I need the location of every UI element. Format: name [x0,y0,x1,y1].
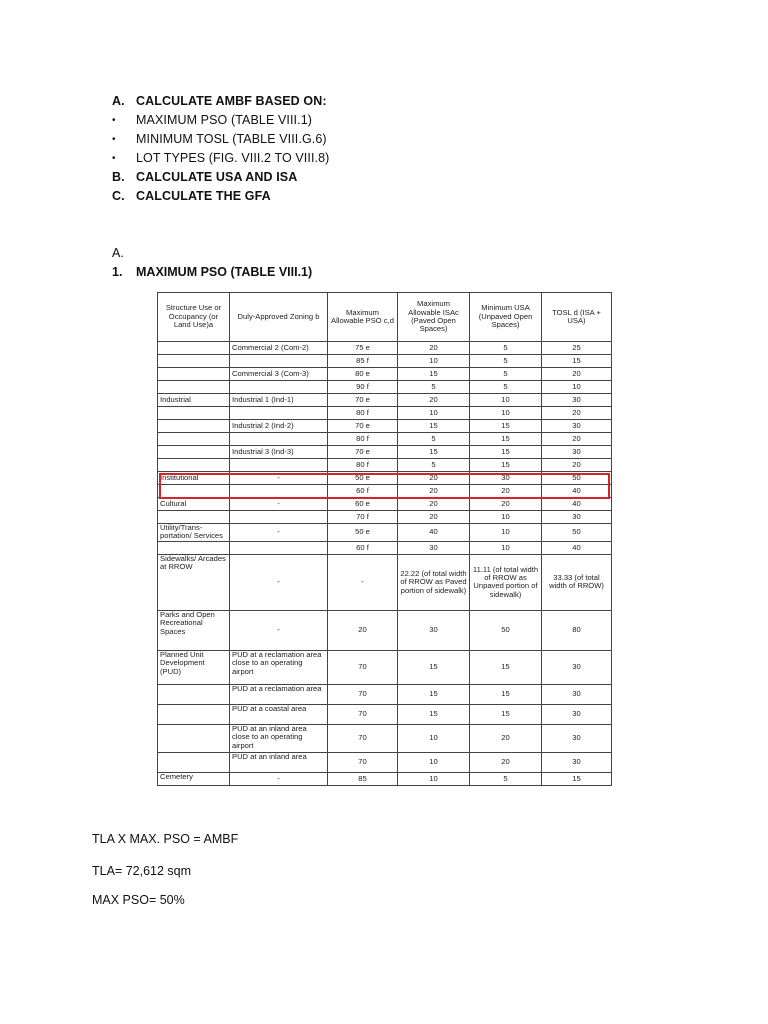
table-cell: 15 [470,459,542,472]
table-cell: 70 f [328,511,398,524]
table-cell: 50 [542,524,612,542]
table-cell [158,541,230,554]
table-cell: 5 [470,355,542,368]
table-cell: Utility/Trans-portation/ Services [158,524,230,542]
table-cell: 60 f [328,485,398,498]
table-cell: Industrial 3 (Ind-3) [230,446,328,459]
table-cell: PUD at an inland area close to an operating airport [230,724,328,752]
table-cell: 15 [398,368,470,381]
table-cell: 30 [470,472,542,485]
table-cell: 70 e [328,420,398,433]
header-max-pso: Maximum Allowable PSO c,d [328,293,398,342]
table-cell: 70 [328,724,398,752]
header-structure-use: Structure Use or Occupancy (or Land Use)a [158,293,230,342]
table-row [158,368,612,381]
table-cell: 5 [470,772,542,785]
table-row [158,459,612,472]
table-cell: 20 [470,498,542,511]
table-cell [158,368,230,381]
outline-text: CALCULATE USA AND ISA [136,170,298,184]
outline-item-a [112,92,329,111]
table-cell [230,459,328,472]
table-cell: 10 [398,724,470,752]
header-max-isa: Maximum Allowable ISAc (Paved Open Spaces) [398,293,470,342]
table-row-pud [158,684,612,704]
table-cell: 30 [542,446,612,459]
table-cell: 10 [398,407,470,420]
table-cell [158,485,230,498]
table-cell: 5 [470,342,542,355]
table-cell: 15 [470,433,542,446]
bullet-icon: • [112,153,116,164]
table-cell: 15 [470,704,542,724]
table-row [158,524,612,542]
table-cell [158,342,230,355]
calc-tla: TLA= 72,612 sqm [92,864,192,878]
table-cell: - [230,610,328,650]
table-cell [158,420,230,433]
outline-bullet-pso [112,111,329,130]
outline-text: CALCULATE AMBF BASED ON: [136,94,327,108]
section-heading-a: A. [112,246,124,260]
table-cell: 20 [542,459,612,472]
outline-marker: C. [112,189,125,203]
table-row [158,541,612,554]
table-cell: PUD at a coastal area [230,704,328,724]
outline-marker: B. [112,170,125,184]
table-body [158,342,612,555]
table-cell [158,381,230,394]
table-cell: 10 [398,752,470,772]
table-cell: 30 [398,610,470,650]
table-cell: 60 f [328,541,398,554]
table-cell: - [230,554,328,610]
table-cell: 5 [470,381,542,394]
table-cell: Planned Unit Development (PUD) [158,650,230,684]
table-cell: 30 [542,511,612,524]
table-row-pud [158,650,612,684]
table-cell: 20 [470,752,542,772]
table-cell: 10 [542,381,612,394]
table-row-pud [158,752,612,772]
table-cell: 20 [470,724,542,752]
table-cell [158,704,230,724]
table-cell: 70 e [328,394,398,407]
table-row-parks [158,610,612,650]
table-cell: Industrial 1 (Ind-1) [230,394,328,407]
table-row [158,498,612,511]
table-cell: 30 [542,704,612,724]
table-cell [230,541,328,554]
table-cell: 50 [542,472,612,485]
table-cell: 40 [542,485,612,498]
table-cell: 15 [398,446,470,459]
table-cell: 30 [542,420,612,433]
calc-formula: TLA X MAX. PSO = AMBF [92,832,239,846]
table-cell: 15 [542,772,612,785]
table-cell: Sidewalks/ Arcades at RROW [158,554,230,610]
calc-max-pso: MAX PSO= 50% [92,893,185,907]
table-cell: 20 [542,368,612,381]
table-cell [230,355,328,368]
table-cell: 15 [470,420,542,433]
table-cell: Commercial 3 (Com-3) [230,368,328,381]
table-cell: 5 [398,381,470,394]
table-cell: 40 [398,524,470,542]
table-cell: 20 [398,485,470,498]
table-cell [158,511,230,524]
table-cell [158,433,230,446]
header-min-usa: Minimum USA (Unpaved Open Spaces) [470,293,542,342]
table-cell: 15 [470,684,542,704]
table-cell: 70 [328,650,398,684]
table-cell: PUD at a reclamation area [230,684,328,704]
table-cell: 15 [398,704,470,724]
outline-marker: A. [112,94,125,108]
table-row-sidewalks [158,554,612,610]
outline-text: MINIMUM TOSL (TABLE VIII.G.6) [136,132,327,146]
table-cell: 15 [398,650,470,684]
table-cell: 20 [398,498,470,511]
table-cell: 80 f [328,433,398,446]
table-cell: 30 [542,650,612,684]
table-row [158,394,612,407]
outline-text: CALCULATE THE GFA [136,189,271,203]
table-cell: - [328,554,398,610]
bullet-icon: • [112,134,116,145]
table-cell: - [230,772,328,785]
table-cell: 50 e [328,524,398,542]
table-cell: 20 [398,511,470,524]
table-cell [230,485,328,498]
table-cell: 15 [398,420,470,433]
table-cell [230,511,328,524]
table-row [158,446,612,459]
table-cell: PUD at an inland area [230,752,328,772]
outline-bullet-tosl [112,130,329,149]
header-tosl: TOSL d (ISA + USA) [542,293,612,342]
table-row-pud [158,724,612,752]
table-cell: 20 [542,407,612,420]
table-cell: 15 [398,684,470,704]
table-cell: 75 e [328,342,398,355]
table-cell: 40 [542,541,612,554]
table-cell: 5 [398,459,470,472]
table-cell: 80 f [328,407,398,420]
table-cell [158,459,230,472]
table-cell: 15 [470,650,542,684]
table-row-pud [158,704,612,724]
table-cell: 10 [398,772,470,785]
table-cell [158,724,230,752]
table-cell [158,407,230,420]
table-cell: 22.22 (of total width of RROW as Paved portion of sidewalk) [398,554,470,610]
table-cell: 85 f [328,355,398,368]
table-cell: 10 [470,524,542,542]
table-cell: 20 [328,610,398,650]
table-cell: 70 [328,684,398,704]
table-cell: 5 [398,433,470,446]
outline-item-c [112,187,329,206]
table-cell: Cultural [158,498,230,511]
bullet-icon: • [112,115,116,126]
table-cell: 20 [470,485,542,498]
section-title: MAXIMUM PSO (TABLE VIII.1) [136,265,313,279]
table-cell: 5 [470,368,542,381]
table-cell [158,446,230,459]
table-header-row [158,293,612,342]
table-cell: 10 [470,511,542,524]
table-cell: 10 [470,394,542,407]
table-row [158,407,612,420]
outline-text: MAXIMUM PSO (TABLE VIII.1) [136,113,313,127]
table-row [158,381,612,394]
table-cell: 50 [470,610,542,650]
table-cell [230,407,328,420]
table-cell: 85 [328,772,398,785]
table-cell: 11.11 (of total width of RROW as Unpaved portion of sidewalk) [470,554,542,610]
table-cell: PUD at a reclamation area close to an operating airport [230,650,328,684]
pso-table [157,292,612,786]
table-cell: Industrial [158,394,230,407]
table-cell [158,752,230,772]
table-cell: 80 f [328,459,398,472]
table-cell: 20 [398,342,470,355]
table-cell: 30 [542,724,612,752]
table-cell [230,433,328,446]
table-row [158,472,612,485]
table-cell: 70 e [328,446,398,459]
table-cell: Industrial 2 (Ind-2) [230,420,328,433]
table-cell: 20 [398,472,470,485]
table-cell [158,684,230,704]
table-row [158,485,612,498]
table-cell: Cemetery [158,772,230,785]
table-cell: 60 e [328,498,398,511]
table-cell: 50 e [328,472,398,485]
table-cell: 30 [542,752,612,772]
table-cell: 80 [542,610,612,650]
table-row [158,433,612,446]
table-cell: 70 [328,704,398,724]
table-cell: 30 [398,541,470,554]
table-cell [230,381,328,394]
table-cell: Institutional [158,472,230,485]
table-cell: 80 e [328,368,398,381]
table-cell: 10 [470,407,542,420]
table-cell: - [230,524,328,542]
table-cell: 15 [542,355,612,368]
section-marker: 1. [112,265,123,279]
outline-item-b [112,168,329,187]
table-row [158,355,612,368]
table-cell: 30 [542,684,612,704]
outline-bullet-lot-types [112,149,329,168]
table-cell: 33.33 (of total width of RROW) [542,554,612,610]
table-cell: 30 [542,394,612,407]
table-cell: 20 [542,433,612,446]
header-zoning: Duly-Approved Zoning b [230,293,328,342]
table-row [158,342,612,355]
outline-text: LOT TYPES (FIG. VIII.2 TO VIII.8) [136,151,330,165]
table-cell: 10 [470,541,542,554]
table-cell: 40 [542,498,612,511]
table-cell: 90 f [328,381,398,394]
table-cell: 10 [398,355,470,368]
table-cell: 15 [470,446,542,459]
table-cell: Parks and Open Recreational Spaces [158,610,230,650]
outline-list [112,92,329,206]
table-cell: Commercial 2 (Com-2) [230,342,328,355]
table-cell: - [230,498,328,511]
table-cell: 20 [398,394,470,407]
table-cell: 25 [542,342,612,355]
table-cell: 70 [328,752,398,772]
table-row [158,420,612,433]
section-heading-1 [112,265,312,279]
table-body-extra [158,554,612,785]
table-cell [158,355,230,368]
table-row-cemetery [158,772,612,785]
table-row [158,511,612,524]
table-cell: - [230,472,328,485]
